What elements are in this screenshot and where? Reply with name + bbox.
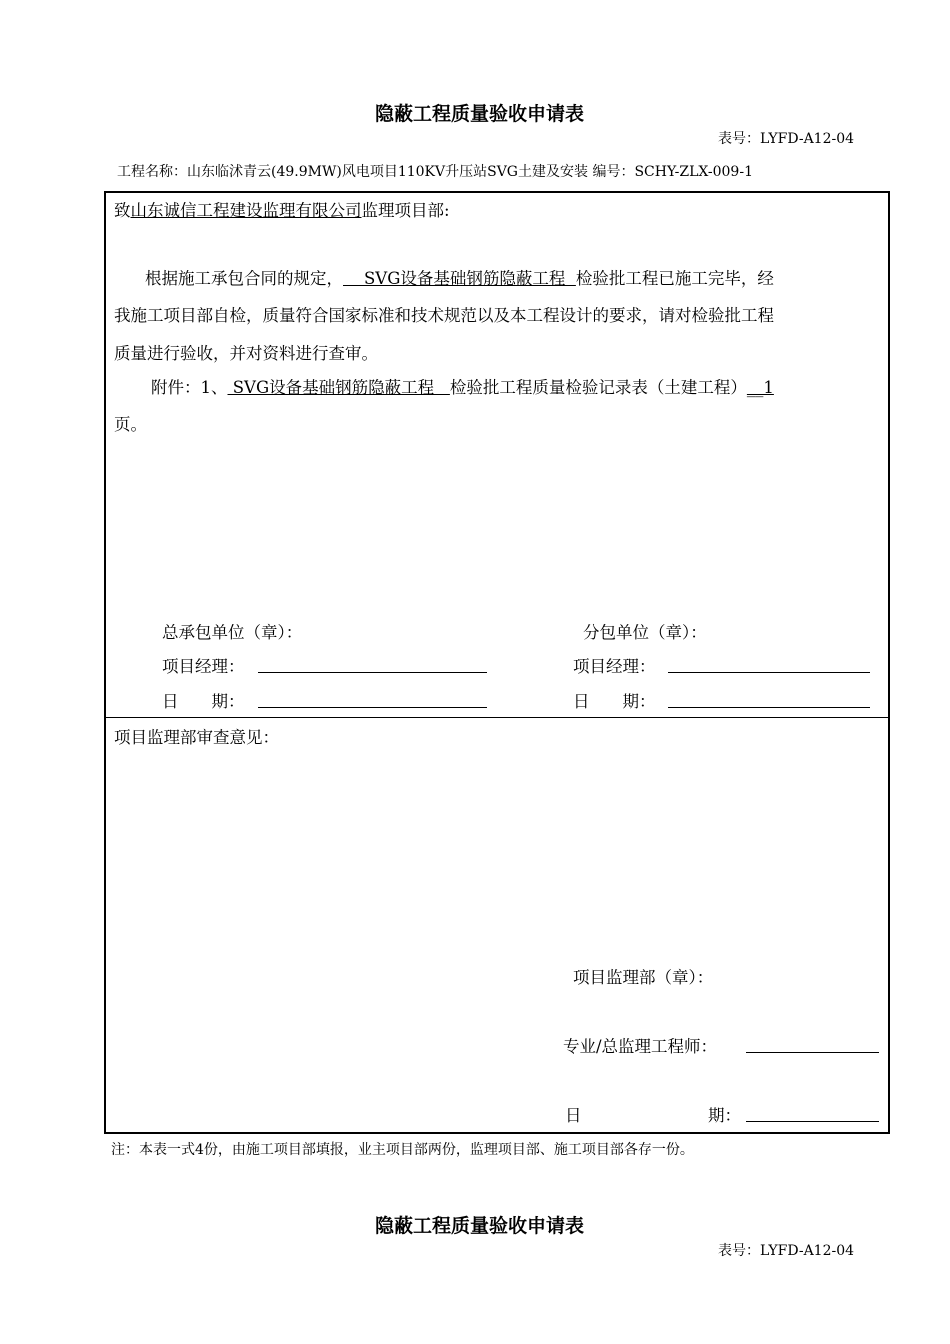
form2-title: 隐蔽工程质量验收申请表 xyxy=(375,1215,585,1237)
paragraph-line-1 xyxy=(145,265,774,289)
pm-label-right: 项目经理： xyxy=(573,657,656,676)
date-label-left: 日 期： xyxy=(162,692,245,711)
inspection-item: SVG设备基础钢筋隐蔽工程 xyxy=(343,269,576,288)
pm-signature-line-right xyxy=(668,672,870,673)
section-divider xyxy=(104,717,890,718)
addressee-suffix: 监理项目部: xyxy=(361,201,450,220)
paragraph-line-2: 我施工项目部自检，质量符合国家标准和技术规范以及本工程设计的要求，请对检验批工程 xyxy=(114,306,774,325)
footnote: 注：本表一式4份，由施工项目部填报，业主项目部两份，监理项目部、施工项目部各存一份。 xyxy=(111,1142,694,1158)
chief-engineer-label: 专业/总监理工程师： xyxy=(563,1037,718,1056)
review-date-line xyxy=(746,1121,879,1122)
attachment-item: SVG设备基础钢筋隐蔽工程 xyxy=(227,378,450,397)
attachment-desc: 检验批工程质量检验记录表（土建工程） xyxy=(449,378,747,397)
para-text-a: 根据施工承包合同的规定， xyxy=(145,269,343,288)
review-date-label-b: 期： xyxy=(708,1106,741,1125)
form-title: 隐蔽工程质量验收申请表 xyxy=(375,103,585,125)
review-date-label-a: 日 xyxy=(565,1106,582,1125)
pm-label-left: 项目经理： xyxy=(162,657,245,676)
review-opinion-label: 项目监理部审查意见： xyxy=(114,728,279,747)
date-line-left xyxy=(258,707,487,708)
project-info-line: 工程名称：山东临沭青云(49.9MW)风电项目110KV升压站SVG土建及安装 编号：SCHY-ZLX-009-1 xyxy=(117,164,753,180)
para-text-b: 检验批工程已施工完毕，经 xyxy=(575,269,774,288)
attachment-end: 页。 xyxy=(114,415,147,434)
subcontractor-label: 分包单位（章）： xyxy=(583,623,707,642)
date-label-right: 日 期： xyxy=(573,692,656,711)
form-number: 表号：LYFD-A12-04 xyxy=(718,131,855,147)
date-line-right xyxy=(668,707,870,708)
attachment-line xyxy=(151,374,774,398)
form2-number: 表号：LYFD-A12-04 xyxy=(718,1243,855,1259)
attachment-prefix: 附件：1、 xyxy=(151,378,228,397)
general-contractor-label: 总承包单位（章）： xyxy=(162,623,303,642)
pm-signature-line-left xyxy=(258,672,487,673)
chief-engineer-line xyxy=(746,1052,879,1053)
addressee-line xyxy=(114,197,450,221)
attachment-pages: __1 xyxy=(746,378,774,397)
supervisor-company: 山东诚信工程建设监理有限公司 xyxy=(130,201,362,220)
paragraph-line-3: 质量进行验收，并对资料进行查审。 xyxy=(114,344,378,363)
addressee-prefix: 致 xyxy=(114,201,131,220)
supervision-seal-label: 项目监理部（章）： xyxy=(573,968,714,987)
